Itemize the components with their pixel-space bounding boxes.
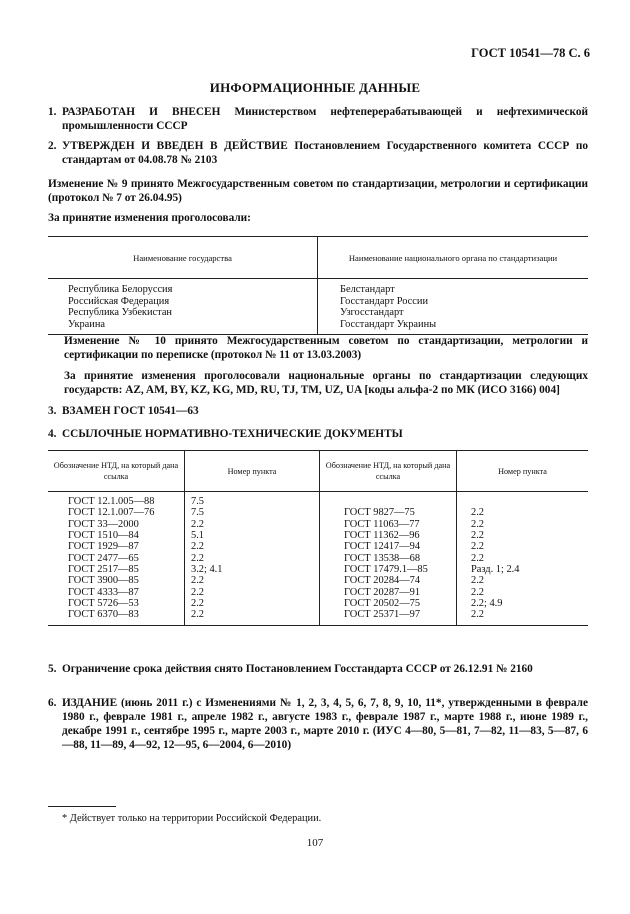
voting-table	[48, 236, 588, 335]
ref-doc: ГОСТ 25371—97	[344, 609, 421, 621]
ref-doc: ГОСТ 6370—83	[68, 609, 139, 621]
ref-doc: ГОСТ 20287—91	[344, 586, 421, 598]
ref-doc: ГОСТ 3900—85	[68, 575, 139, 587]
ref-doc: ГОСТ 5726—53	[68, 598, 139, 610]
item-3	[48, 404, 588, 418]
item-1-text: РАЗРАБОТАН И ВНЕСЕН Министерством нефтеперерабатывающей и нефтехимической промышленности СССР	[62, 106, 588, 132]
voting-table-header-body: Наименование национального органа по стандартизации	[318, 237, 589, 279]
standards-body: Госстандарт России	[340, 295, 429, 307]
ref-item: 2.2	[191, 518, 204, 530]
ref-doc: ГОСТ 9827—75	[344, 507, 415, 519]
ref-doc: ГОСТ 17479.1—85	[344, 564, 428, 576]
ref-doc: ГОСТ 20284—74	[344, 575, 421, 587]
voting-table-header-state: Наименование государства	[48, 237, 318, 279]
ref-items-left	[185, 492, 320, 626]
item-3-text: ВЗАМЕН ГОСТ 10541—63	[62, 405, 199, 417]
ref-doc: ГОСТ 12.1.007—76	[68, 507, 155, 519]
section-title: ИНФОРМАЦИОННЫЕ ДАННЫЕ	[209, 80, 421, 95]
ref-item: 2.2	[191, 575, 204, 587]
item-6	[48, 696, 588, 752]
item-2-number: 2.	[48, 140, 57, 152]
ref-header-item-left: Номер пункта	[185, 451, 320, 492]
ref-item: 2.2	[191, 552, 204, 564]
item-2-text: УТВЕРЖДЕН И ВВЕДЕН В ДЕЙСТВИЕ Постановлением Государственного комитета СССР по стандартам от 04.08.78 № 2103	[62, 140, 588, 166]
state-name: Республика Белоруссия	[68, 284, 173, 295]
ref-doc: ГОСТ 11063—77	[344, 518, 420, 530]
item-6-number: 6.	[48, 697, 57, 709]
ref-item: 2.2	[191, 598, 204, 610]
ref-doc: ГОСТ 4333—87	[68, 586, 139, 598]
item-6-text: ИЗДАНИЕ (июнь 2011 г.) с Изменениями № 1, 2, 3, 4, 5, 6, 7, 8, 9, 10, 11*, утвержденными в феврале 1980 г., феврале 1981 г., апреле 1982 г., августе 1983 г., феврале 1987 г., марте 1988 г., июне 1989 г., декабре 1991 г., сентябре 1995 г., марте 2003 г., марте 2010 г. (ИУС 4—80, 5—81, 7—82, 11—83, 5—87, 6—88, 11—89, 4—92, 12—95, 6—2004, 6—2010)	[62, 697, 588, 751]
footnote: * Действует только на территории Российской Федерации.	[62, 813, 322, 824]
ref-header-item-right: Номер пункта	[457, 451, 589, 492]
item-4-text: ССЫЛОЧНЫЕ НОРМАТИВНО-ТЕХНИЧЕСКИЕ ДОКУМЕНТЫ	[62, 428, 403, 440]
voted-label: За принятие изменения проголосовали:	[48, 212, 251, 224]
ref-doc: ГОСТ 2477—65	[68, 552, 139, 564]
ref-item: 2.2	[471, 530, 484, 542]
ref-doc: ГОСТ 20502—75	[344, 598, 421, 610]
state-name: Украина	[68, 318, 106, 330]
ref-doc: ГОСТ 12.1.005—88	[68, 496, 155, 507]
ref-item: 2.2	[191, 609, 204, 621]
ref-item: 2.2	[471, 609, 484, 621]
document-header: ГОСТ 10541—78 С. 6	[471, 46, 590, 60]
state-list	[48, 279, 318, 335]
item-4-number: 4.	[48, 428, 57, 440]
standards-body: Узгосстандарт	[340, 307, 404, 318]
body-list	[318, 279, 589, 335]
ref-item: 3.2; 4.1	[191, 564, 223, 576]
ref-header-doc-right: Обозначение НТД, на который дана ссылка	[320, 451, 457, 492]
footnote-divider	[48, 806, 116, 807]
references-table	[48, 450, 588, 626]
ref-doc: ГОСТ 2517—85	[68, 564, 139, 576]
ref-header-doc-left: Обозначение НТД, на который дана ссылка	[48, 451, 185, 492]
item-1	[48, 105, 588, 133]
ref-item: 2.2	[471, 507, 484, 519]
ref-doc: ГОСТ 1929—87	[68, 541, 139, 553]
ref-item: 7.5	[191, 507, 204, 519]
item-4	[48, 427, 588, 441]
ref-item: Разд. 1; 2.4	[471, 564, 520, 576]
ref-docs-right	[320, 492, 457, 626]
ref-doc: ГОСТ 1510—84	[68, 530, 139, 542]
ref-item: 2.2	[471, 518, 484, 530]
ref-item: 2.2	[191, 541, 204, 553]
page-number: 107	[306, 837, 324, 849]
ref-item: 2.2	[191, 586, 204, 598]
item-2	[48, 139, 588, 167]
ref-doc: ГОСТ 13538—68	[344, 552, 421, 564]
ref-item: 2.2	[471, 575, 484, 587]
ref-item: 2.2	[471, 552, 484, 564]
ref-item: 2.2	[471, 586, 484, 598]
item-3-number: 3.	[48, 405, 57, 417]
change-10-note: Изменение № 10 принято Межгосударственным советом по стандартизации, метрологии и сертификации по переписке (протокол № 11 от 13.03.2003)	[64, 335, 588, 361]
ref-doc: ГОСТ 33—2000	[68, 518, 139, 530]
change-9-note: Изменение № 9 принято Межгосударственным советом по стандартизации, метрологии и сертификации (протокол № 7 от 26.04.95)	[48, 178, 588, 204]
ref-docs-left	[48, 492, 185, 626]
standards-body: Белстандарт	[340, 284, 395, 295]
ref-doc: ГОСТ 12417—94	[344, 541, 421, 553]
ref-item: 2.2	[471, 541, 484, 553]
voted-10-note: За принятие изменения проголосовали национальные органы по стандартизации следующих государств: AZ, AM, BY, KZ, KG, MD, RU, TJ, TM, UZ, UA [коды альфа-2 по МК (ИСО 3166) 004]	[64, 370, 588, 396]
ref-item: 2.2; 4.9	[471, 598, 503, 610]
item-5	[48, 662, 588, 676]
item-5-number: 5.	[48, 663, 57, 675]
state-name: Республика Узбекистан	[68, 307, 172, 318]
ref-items-right	[457, 492, 589, 626]
ref-doc: ГОСТ 11362—96	[344, 530, 420, 542]
ref-item: 5.1	[191, 530, 204, 542]
item-5-text: Ограничение срока действия снято Постановлением Госстандарта СССР от 26.12.91 № 2160	[62, 663, 533, 675]
item-1-number: 1.	[48, 106, 57, 118]
standards-body: Госстандарт Украины	[340, 318, 437, 330]
state-name: Российская Федерация	[68, 295, 170, 307]
ref-item: 7.5	[191, 496, 204, 507]
